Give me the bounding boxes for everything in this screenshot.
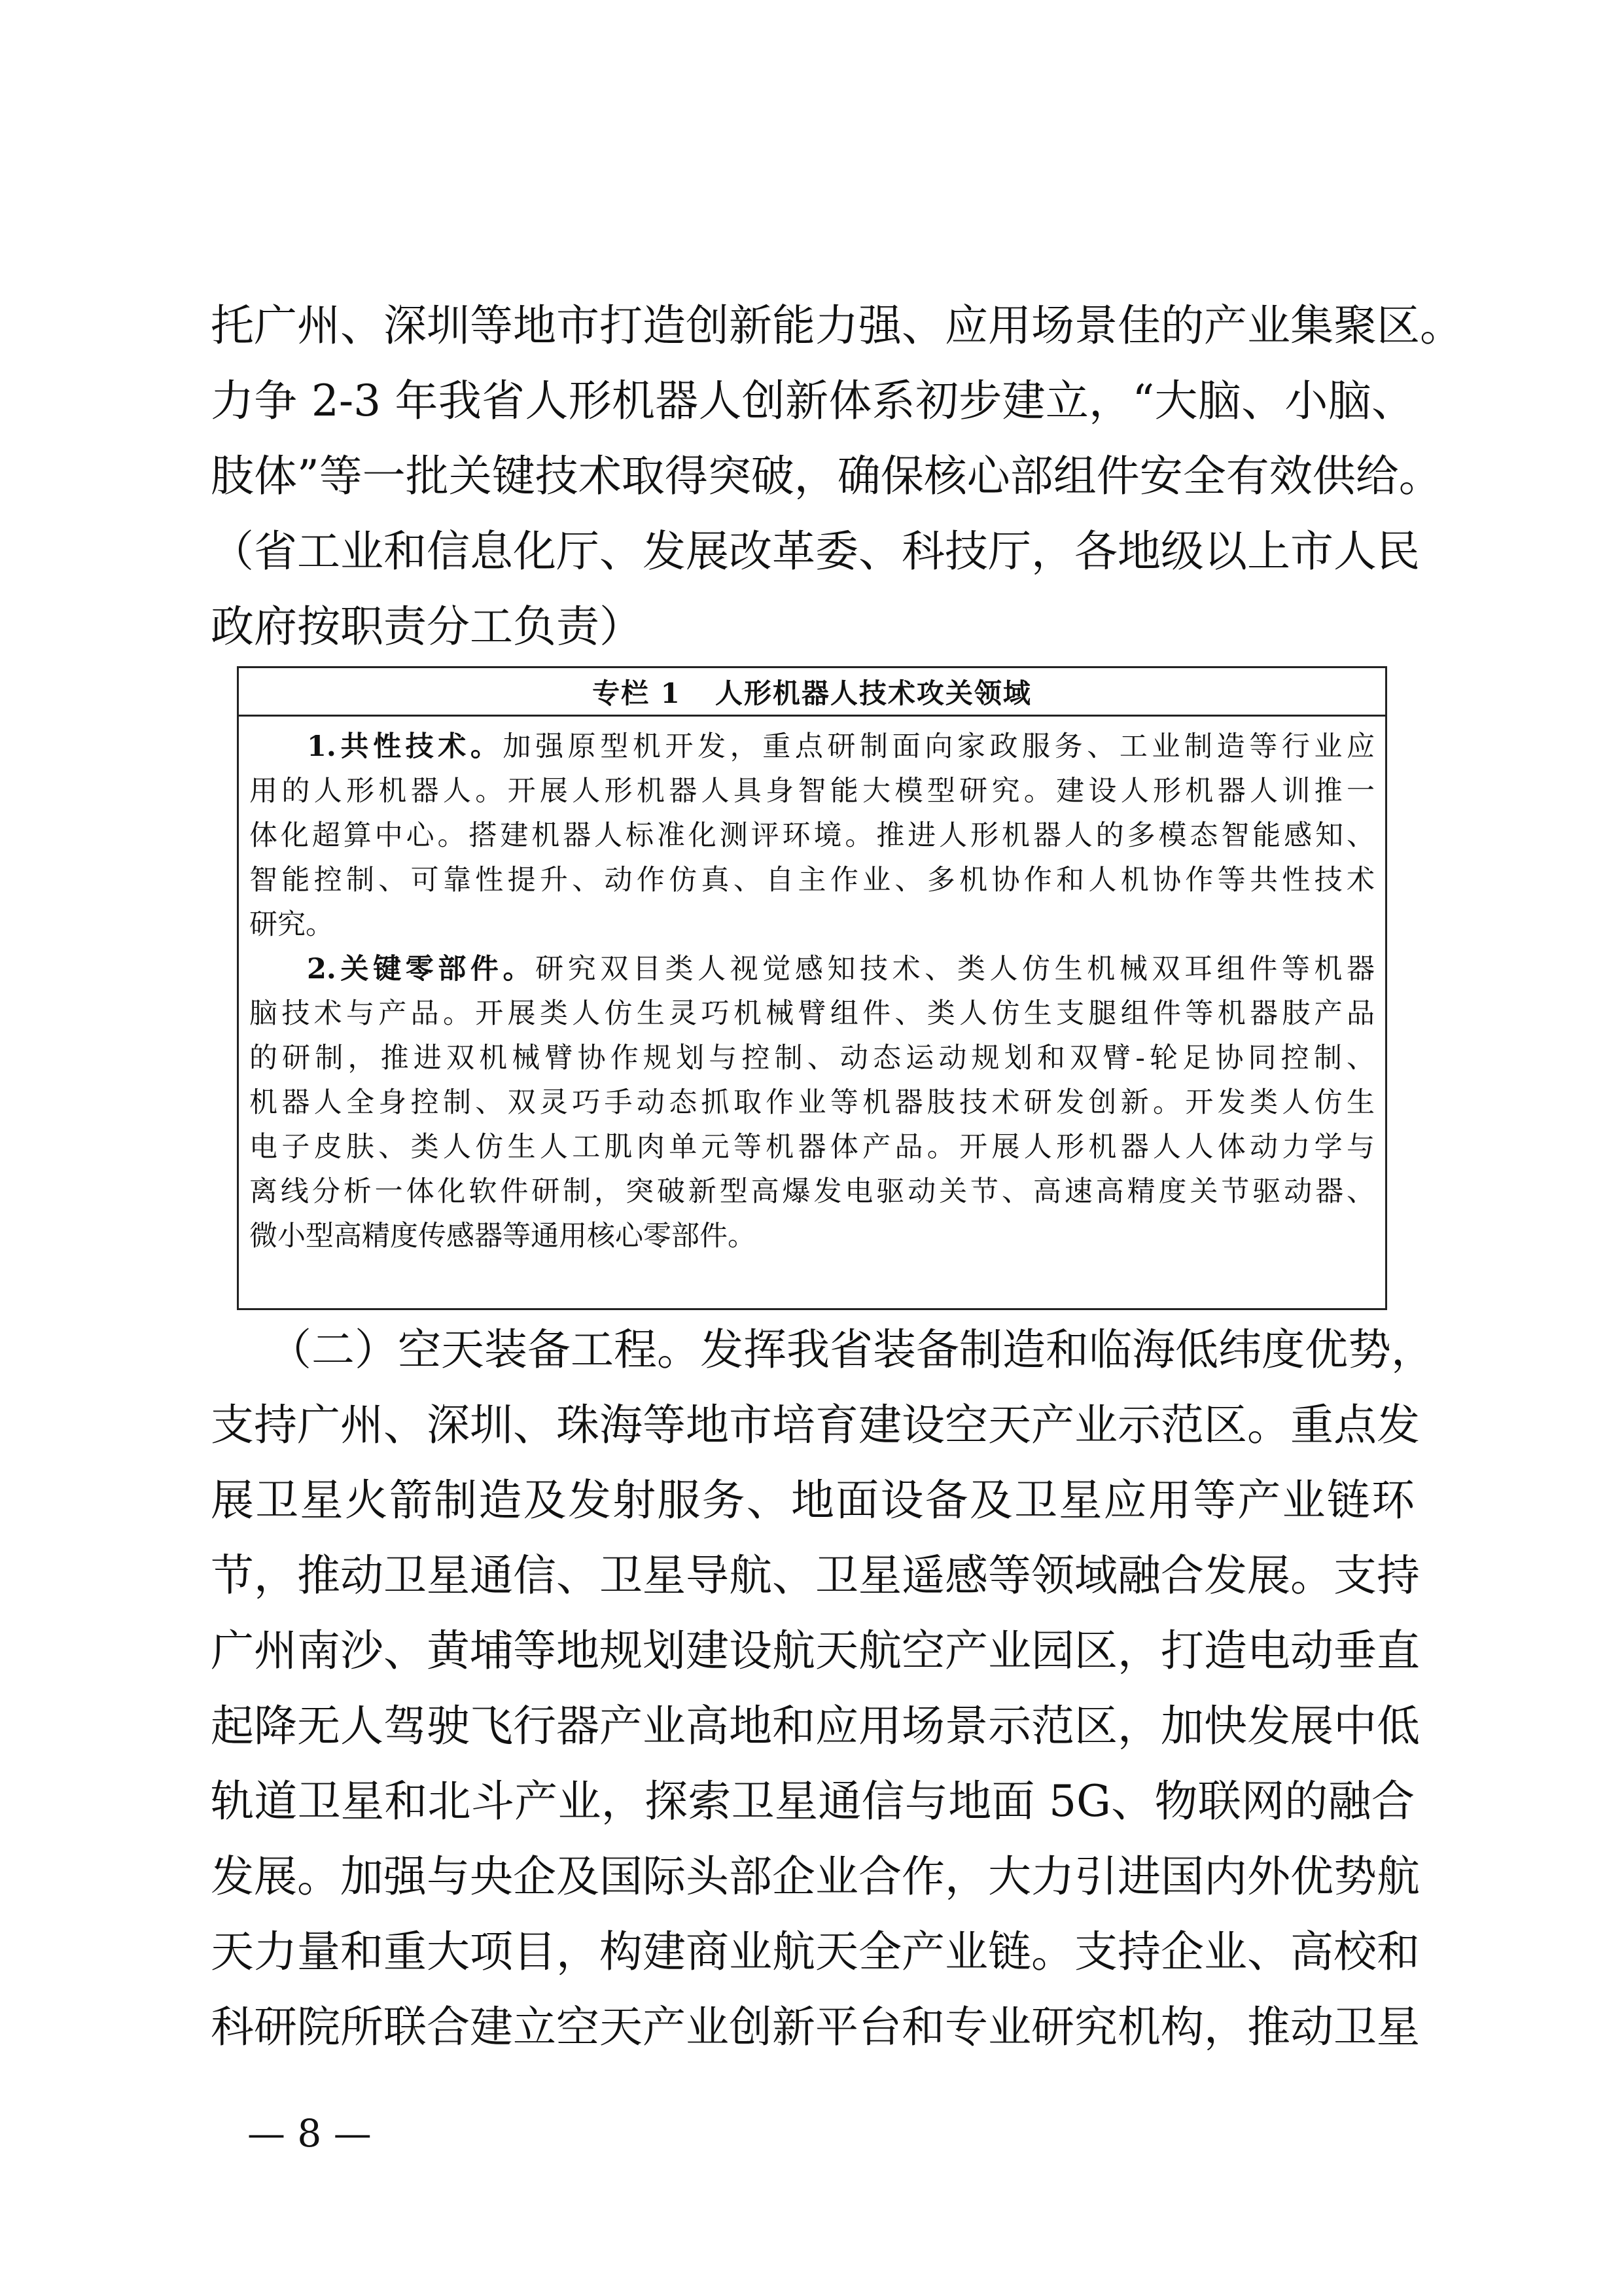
text-line: 力争 2-3 年我省人形机器人创新体系初步建立，“大脑、小脑、: [211, 376, 1415, 426]
text-line: （省工业和信息化厅、发展改革委、科技厅，各地级以上市人民: [211, 526, 1420, 577]
text-line: 广州南沙、黄埔等地规划建设航天航空产业园区，打造电动垂直: [211, 1626, 1420, 1676]
box-line: 脑技术与产品。开展类人仿生灵巧机械臂组件、类人仿生支腿组件等机器肢产品: [249, 997, 1375, 1030]
box-body: [239, 717, 1385, 1258]
section-heading-line: （二）空天装备工程。发挥我省装备制造和临海低纬度优势，: [268, 1325, 1434, 1375]
column-box: [237, 666, 1387, 1310]
box-title: [239, 668, 1385, 717]
text-line: 支持广州、深圳、珠海等地市培育建设空天产业示范区。重点发: [211, 1400, 1420, 1450]
box-line: 的研制，推进双机械臂协作规划与控制、动态运动规划和双臂-轮足协同控制、: [249, 1042, 1375, 1075]
box-item-2-first-line: [249, 947, 1375, 991]
box-line: 体化超算中心。搭建机器人标准化测评环境。推进人形机器人的多模态智能感知、: [249, 819, 1375, 852]
text-line: 展卫星火箭制造及发射服务、地面设备及卫星应用等产业链环: [211, 1475, 1415, 1525]
box-item-2-heading: 2.关键零部件。: [307, 953, 536, 986]
box-line: 研究。: [249, 908, 334, 941]
box-item-2-text: 研究双目类人视觉感知技术、类人仿生机械双耳组件等机器: [535, 953, 1375, 986]
box-item-1-text: 加强原型机开发，重点研制面向家政服务、工业制造等行业应: [503, 730, 1375, 763]
box-line: 离线分析一体化软件研制，突破新型高爆发电驱动关节、高速高精度关节驱动器、: [249, 1175, 1375, 1208]
text-line: 起降无人驾驶飞行器产业高地和应用场景示范区，加快发展中低: [211, 1701, 1420, 1751]
body-text-bottom: [211, 1312, 1434, 2065]
box-line: 微小型高精度传感器等通用核心零部件。: [249, 1220, 756, 1253]
box-title-number: 专栏 1: [592, 677, 681, 709]
box-line: 用的人形机器人。开展人形机器人具身智能大模型研究。建设人形机器人训推一: [249, 775, 1375, 808]
body-text-top: [211, 288, 1463, 664]
box-line: 机器人全身控制、双灵巧手动态抓取作业等机器肢技术研发创新。开发类人仿生: [249, 1086, 1375, 1119]
text-line: 轨道卫星和北斗产业，探索卫星通信与地面 5G、物联网的融合: [211, 1776, 1415, 1826]
box-line: 智能控制、可靠性提升、动作仿真、自主作业、多机协作和人机协作等共性技术: [249, 864, 1375, 897]
text-line: 科研院所联合建立空天产业创新平台和专业研究机构，推动卫星: [211, 2002, 1420, 2052]
text-line: 托广州、深圳等地市打造创新能力强、应用场景佳的产业集聚区。: [211, 300, 1463, 351]
text-line: 发展。加强与央企及国际头部企业合作，大力引进国内外优势航: [211, 1851, 1420, 1902]
page-number: — 8 —: [247, 2111, 372, 2156]
box-item-1-heading: 1.共性技术。: [307, 730, 503, 763]
text-line: 肢体”等一批关键技术取得突破，确保核心部组件安全有效供给。: [211, 451, 1442, 501]
text-line: 节，推动卫星通信、卫星导航、卫星遥感等领域融合发展。支持: [211, 1550, 1420, 1601]
text-line: 天力量和重大项目，构建商业航天全产业链。支持企业、高校和: [211, 1927, 1420, 1977]
box-title-text: 人形机器人技术攻关领域: [715, 677, 1032, 709]
box-item-1-first-line: [249, 724, 1375, 769]
text-line: 政府按职责分工负责）: [211, 601, 643, 652]
box-line: 电子皮肤、类人仿生人工肌肉单元等机器体产品。开展人形机器人人体动力学与: [249, 1131, 1375, 1164]
